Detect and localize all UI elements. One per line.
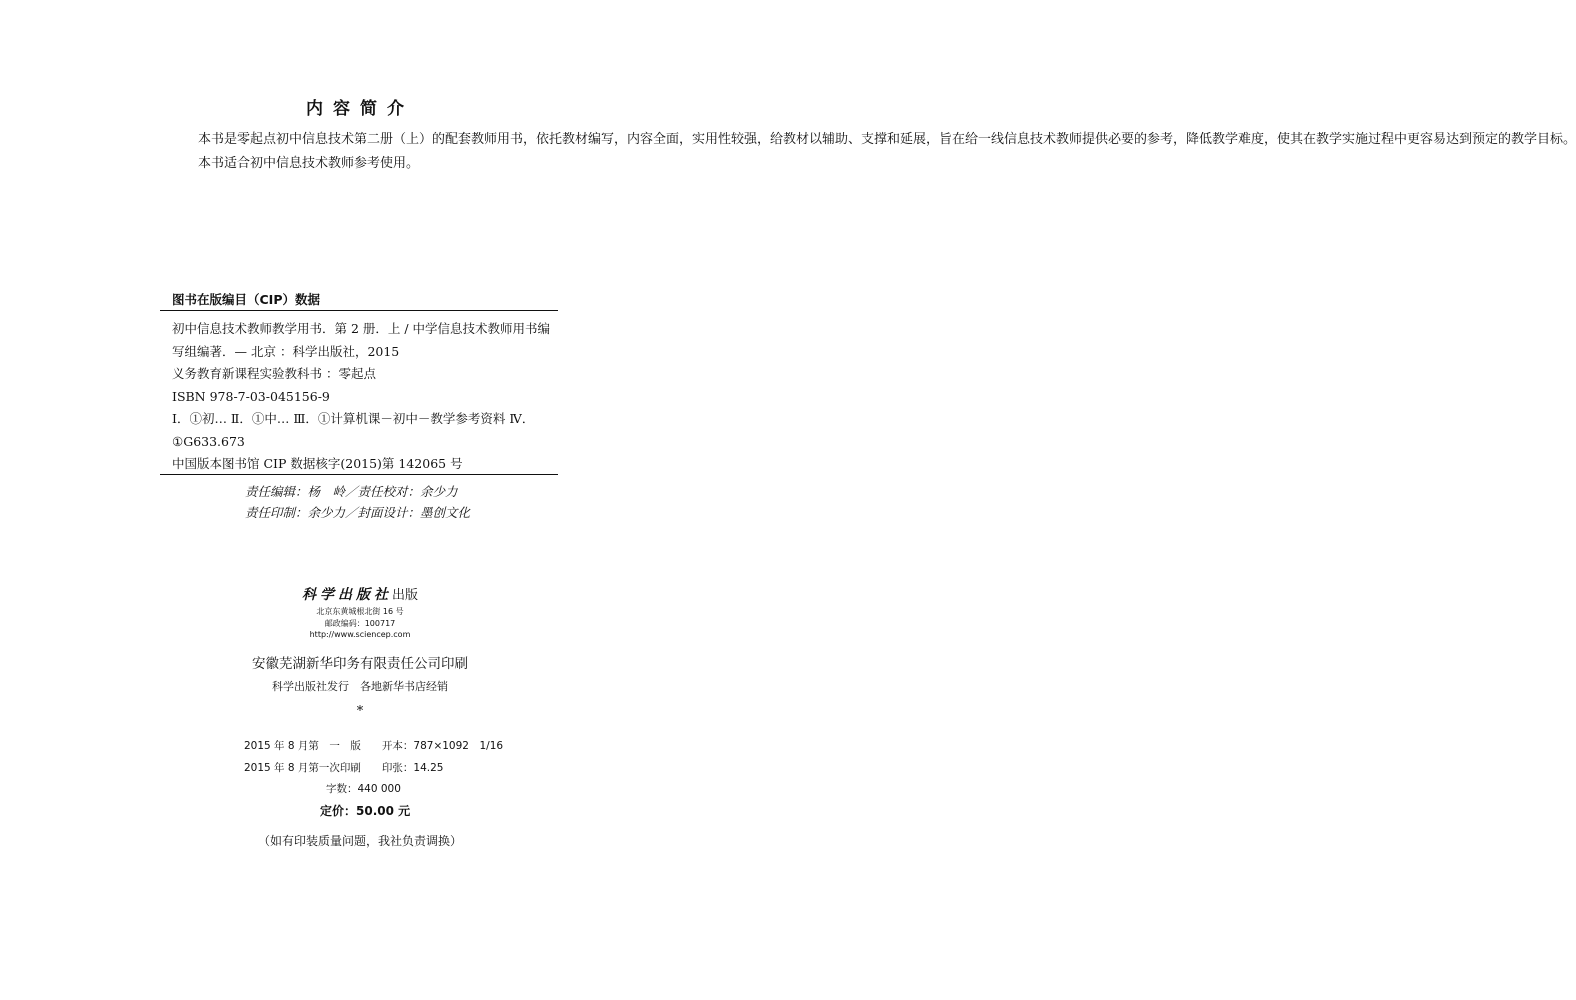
distribution-line: 科学出版社发行 各地新华书店经销: [272, 680, 448, 693]
cip-heading: 图书在版编目（CIP）数据: [172, 292, 320, 307]
cip-top-rule: [160, 310, 558, 311]
publisher-suffix: 出版: [391, 588, 418, 603]
edition-line: 2015 年 8 月第 一 版 开本：787×1092 1/16: [244, 740, 504, 752]
intro-text: [172, 128, 1576, 175]
impression-line: 2015 年 8 月第一次印刷 印张：14.25: [244, 762, 444, 774]
publisher-line: [0, 584, 720, 604]
intro-paragraph: 本书适合初中信息技术教师参考使用。: [198, 155, 420, 171]
cip-line: ①G633.673: [172, 433, 245, 449]
quality-note: （如有印装质量问题，我社负责调换）: [257, 834, 462, 848]
cip-line: Ⅰ．①初… Ⅱ．①中… Ⅲ．①计算机课－初中－教学参考资料 Ⅳ．: [172, 411, 535, 426]
production-credits: 责任印制：余少力／封面设计：墨创文化: [245, 505, 471, 520]
publisher-name: 科学出版社: [301, 587, 392, 603]
editor-credits: 责任编辑：杨 岭／责任校对：余少力: [245, 484, 458, 499]
cip-line: 义务教育新课程实验教科书 ：零起点: [172, 366, 376, 381]
price-line: 定价：50.00 元: [320, 804, 411, 818]
cip-line: 写组编著．— 北京 ：科学出版社，2015: [172, 343, 400, 359]
separator-star: *: [356, 704, 364, 719]
publisher-address: 北京东黄城根北街 16 号: [316, 607, 404, 616]
cip-line: 中国版本图书馆 CIP 数据核字(2015)第 142065 号: [172, 456, 463, 471]
publisher-postcode: 邮政编码：100717: [324, 619, 396, 628]
cip-block: [172, 318, 558, 476]
page-title: 内容简介: [306, 99, 414, 119]
intro-paragraph: 本书是零起点初中信息技术第二册（上）的配套教师用书，依托教材编写，内容全面，实用性较强，给教材以辅助、支撑和延展，旨在给一线信息技术教师提供必要的参考，降低教学难度，使其在教学实施过程中更容易达到预定的教学目标。: [198, 132, 1576, 147]
printer-line: 安徽芜湖新华印务有限责任公司印刷: [252, 656, 468, 672]
publisher-url: http://www.sciencep.com: [309, 630, 411, 639]
cip-line: ISBN 978-7-03-045156-9: [172, 388, 330, 404]
cip-line: 初中信息技术教师教学用书．第 2 册．上 / 中学信息技术教师用书编: [172, 321, 551, 336]
cip-bottom-rule: [160, 474, 558, 475]
wordcount-line: 字数：440 000: [326, 783, 401, 795]
